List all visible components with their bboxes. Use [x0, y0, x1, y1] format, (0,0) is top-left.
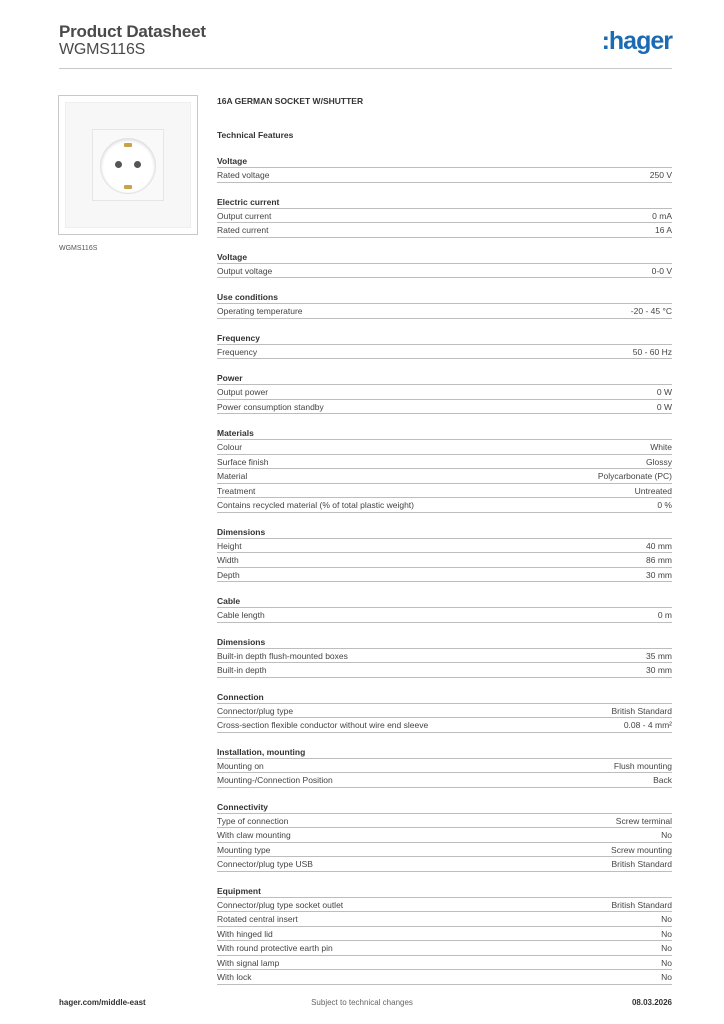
spec-row: [217, 440, 672, 455]
earth-clip-icon: [124, 143, 132, 147]
spec-label: With lock: [217, 972, 252, 982]
socket-plate: [65, 102, 191, 228]
spec-value: 35 mm: [646, 650, 672, 661]
product-name: 16A GERMAN SOCKET W/SHUTTER: [217, 96, 364, 106]
spec-row: [217, 970, 672, 985]
spec-label: Mounting-/Connection Position: [217, 775, 333, 785]
hager-logo: :hager: [601, 27, 672, 55]
product-image: [58, 95, 198, 235]
product-code: WGMS116S: [59, 41, 146, 58]
spec-label: Output voltage: [217, 265, 273, 276]
footer-website: hager.com/middle-east: [59, 998, 146, 1007]
spec-value: 0 m: [657, 610, 672, 620]
page-title: Product Datasheet: [59, 22, 206, 41]
spec-row: [217, 941, 672, 956]
features-heading: Technical Features: [217, 130, 294, 140]
section-title: Installation, mounting: [217, 746, 672, 759]
pin-hole-icon: [134, 161, 141, 168]
spec-row: [217, 649, 672, 664]
spec-section: [217, 885, 672, 985]
spec-label: Output current: [217, 210, 272, 221]
spec-value: No: [661, 830, 672, 840]
spec-label: Frequency: [217, 346, 258, 357]
spec-value: 40 mm: [646, 540, 672, 551]
section-title: Voltage: [217, 251, 672, 264]
spec-label: Treatment: [217, 485, 256, 496]
spec-row: [217, 400, 672, 415]
spec-row: [217, 608, 672, 623]
spec-label: Depth: [217, 569, 240, 580]
spec-value: British Standard: [611, 705, 672, 716]
spec-value: Screw terminal: [615, 815, 672, 826]
spec-row: [217, 857, 672, 872]
spec-value: 30 mm: [646, 569, 672, 580]
footer-notice: Subject to technical changes: [311, 998, 413, 1007]
spec-section: [217, 636, 672, 678]
spec-label: Colour: [217, 442, 243, 452]
spec-label: With claw mounting: [217, 830, 291, 840]
pin-hole-icon: [115, 161, 122, 168]
spec-row: [217, 223, 672, 238]
spec-row: [217, 484, 672, 499]
spec-section: [217, 332, 672, 360]
spec-row: [217, 385, 672, 400]
spec-value: 0 mA: [652, 210, 672, 221]
spec-row: [217, 455, 672, 470]
section-title: Connection: [217, 691, 672, 704]
spec-row: [217, 704, 672, 719]
spec-label: Rated voltage: [217, 170, 270, 180]
spec-row: [217, 828, 672, 843]
spec-value: 0 W: [656, 387, 672, 397]
spec-label: Cable length: [217, 610, 265, 620]
spec-label: Width: [217, 555, 239, 565]
spec-value: Polycarbonate (PC): [597, 471, 672, 481]
section-title: Equipment: [217, 885, 672, 898]
section-title: Frequency: [217, 332, 672, 345]
image-caption: WGMS116S: [59, 245, 98, 252]
spec-value: Back: [653, 775, 672, 785]
spec-row: [217, 759, 672, 774]
spec-value: Glossy: [646, 456, 672, 467]
spec-value: No: [661, 957, 672, 968]
section-title: Voltage: [217, 155, 672, 168]
spec-label: Rated current: [217, 225, 269, 235]
socket-icon: [101, 139, 155, 193]
section-title: Cable: [217, 595, 672, 608]
spec-label: Surface finish: [217, 456, 269, 467]
spec-label: Output power: [217, 387, 269, 397]
spec-row: [217, 345, 672, 360]
spec-label: Built-in depth: [217, 665, 267, 675]
spec-value: 50 - 60 Hz: [632, 346, 672, 357]
spec-value: 0 W: [656, 401, 672, 412]
spec-value: 250 V: [649, 170, 672, 180]
page-header: [59, 20, 672, 70]
spec-label: Operating temperature: [217, 306, 303, 316]
spec-row: [217, 568, 672, 583]
spec-value: British Standard: [611, 859, 672, 869]
section-title: Electric current: [217, 196, 672, 209]
spec-row: [217, 304, 672, 319]
spec-label: With signal lamp: [217, 957, 280, 968]
spec-label: Mounting on: [217, 760, 264, 771]
header-divider: [59, 68, 672, 69]
spec-section: [217, 155, 672, 183]
section-title: Dimensions: [217, 636, 672, 649]
spec-row: [217, 663, 672, 678]
spec-value: 86 mm: [646, 555, 672, 565]
spec-value: -20 - 45 °C: [630, 306, 672, 316]
socket-frame: [92, 129, 164, 201]
spec-row: [217, 956, 672, 971]
spec-value: No: [661, 972, 672, 982]
spec-section: [217, 526, 672, 583]
spec-value: Flush mounting: [613, 760, 672, 771]
spec-row: [217, 898, 672, 913]
spec-value: White: [650, 442, 672, 452]
spec-row: [217, 843, 672, 858]
specs-content: [217, 96, 672, 985]
spec-value: Screw mounting: [611, 844, 672, 855]
spec-label: Connector/plug type USB: [217, 859, 313, 869]
spec-value: No: [661, 943, 672, 953]
spec-row: [217, 773, 672, 788]
section-title: Connectivity: [217, 801, 672, 814]
spec-value: No: [661, 928, 672, 939]
spec-value: Untreated: [634, 485, 672, 496]
spec-label: With hinged lid: [217, 928, 273, 939]
spec-section: [217, 427, 672, 513]
spec-section: [217, 251, 672, 279]
section-title: Dimensions: [217, 526, 672, 539]
spec-label: Mounting type: [217, 844, 271, 855]
spec-label: Height: [217, 540, 242, 551]
spec-label: Connector/plug type socket outlet: [217, 899, 344, 910]
spec-value: No: [661, 914, 672, 924]
spec-label: Power consumption standby: [217, 401, 324, 412]
spec-row: [217, 539, 672, 554]
spec-section: [217, 595, 672, 623]
spec-row: [217, 498, 672, 513]
spec-value: 16 A: [654, 225, 672, 235]
spec-value: 0.08 - 4 mm²: [623, 720, 672, 730]
spec-row: [217, 553, 672, 568]
spec-label: Built-in depth flush-mounted boxes: [217, 650, 348, 661]
spec-label: Material: [217, 471, 248, 481]
logo-text: hager: [608, 27, 672, 55]
spec-row: [217, 912, 672, 927]
section-title: Use conditions: [217, 291, 672, 304]
spec-label: Contains recycled material (% of total plastic weight): [217, 500, 414, 510]
spec-section: [217, 291, 672, 319]
spec-value: 0-0 V: [651, 265, 672, 276]
spec-section: [217, 691, 672, 733]
spec-label: Rotated central insert: [217, 914, 298, 924]
spec-row: [217, 209, 672, 224]
spec-row: [217, 927, 672, 942]
earth-clip-icon: [124, 185, 132, 189]
spec-row: [217, 814, 672, 829]
spec-sections: [217, 155, 672, 985]
footer-date: 08.03.2026: [631, 998, 672, 1007]
spec-value: 0 %: [657, 500, 672, 510]
spec-label: Connector/plug type: [217, 705, 294, 716]
spec-row: [217, 168, 672, 183]
spec-section: [217, 746, 672, 788]
spec-value: British Standard: [611, 899, 672, 910]
spec-section: [217, 372, 672, 414]
spec-row: [217, 469, 672, 484]
spec-label: Type of connection: [217, 815, 289, 826]
section-title: Power: [217, 372, 672, 385]
spec-section: [217, 196, 672, 238]
spec-value: 30 mm: [646, 665, 672, 675]
spec-row: [217, 264, 672, 279]
spec-row: [217, 718, 672, 733]
spec-label: Cross-section flexible conductor without wire end sleeve: [217, 720, 429, 730]
spec-label: With round protective earth pin: [217, 943, 333, 953]
section-title: Materials: [217, 427, 672, 440]
spec-section: [217, 801, 672, 872]
